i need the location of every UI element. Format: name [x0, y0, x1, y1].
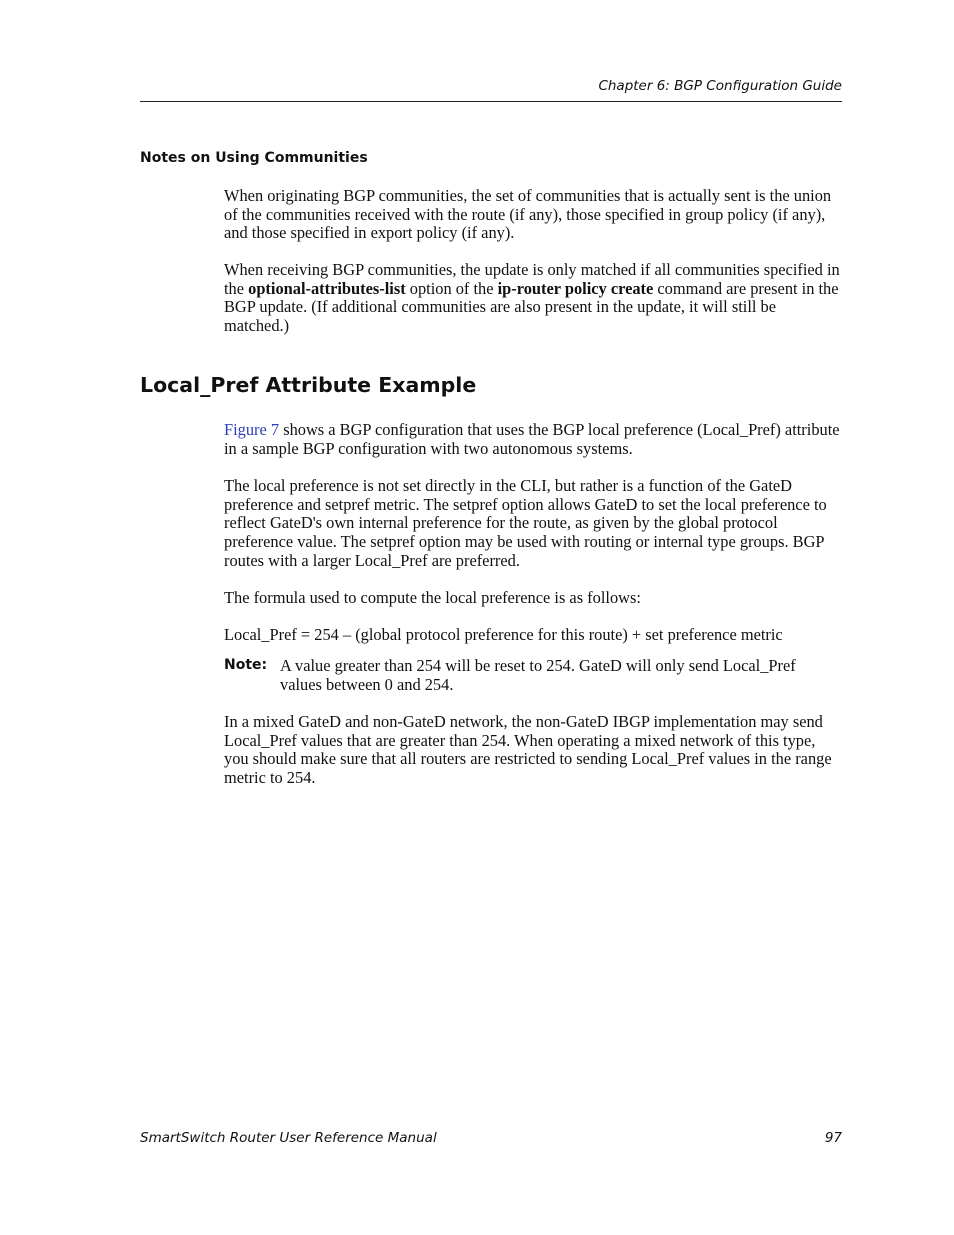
note-label: Note:	[224, 657, 268, 673]
chapter-title: Chapter 6: BGP Configuration Guide	[598, 78, 842, 94]
local-pref-paragraph-2: The local preference is not set directly in the CLI, but rather is a function of the GateD preference and setpref metric. The setpref option allows GateD to set the local preference to reflect GateD's own internal preference for the route, as given by the global protocol preference value. The setpref option may be used with routing or internal type groups. BGP routes with a larger Local_Pref are preferred.	[224, 476, 827, 570]
manual-title: SmartSwitch Router User Reference Manual	[140, 1130, 437, 1146]
notes-heading: Notes on Using Communities	[140, 150, 368, 166]
notes-paragraph-2-part3: command are present in the BGP update. (If additional communities are also present in the update, it will still be matched.)	[224, 278, 839, 336]
ip-router-policy-create-term: ip-router policy create	[497, 278, 654, 298]
notes-paragraph-2	[224, 261, 844, 336]
local-pref-paragraph-3: The formula used to compute the local preference is as follows:	[224, 588, 641, 607]
figure-7-link[interactable]: Figure 7	[224, 420, 280, 439]
local-pref-section-title: Local_Pref Attribute Example	[140, 373, 477, 397]
notes-paragraph-2-part2: option of the	[405, 278, 498, 298]
local-pref-formula: Local_Pref = 254 – (global protocol preference for this route) + set preference metric	[224, 625, 783, 644]
local-pref-paragraph-1	[224, 421, 844, 458]
local-pref-paragraph-1-rest: shows a BGP configuration that uses the BGP local preference (Local_Pref) attribute in a sample BGP configuration with two autonomous systems.	[224, 420, 840, 458]
notes-paragraph-1: When originating BGP communities, the set of communities that is actually sent is the union of the communities received with the route (if any), those specified in group policy (if any), and those specified in export policy (if any).	[224, 186, 832, 243]
local-pref-paragraph-4: In a mixed GateD and non-GateD network, the non-GateD IBGP implementation may send Local_Pref values that are greater than 254. When operating a mixed network of this type, you should make sure that all routers are restricted to sending Local_Pref values in the range metric to 254.	[224, 712, 832, 788]
note-text: A value greater than 254 will be reset to 254. GateD will only send Local_Pref values between 0 and 254.	[280, 656, 796, 694]
notes-paragraph-2-part1: When receiving BGP communities, the update is only matched if all communities specified in the	[224, 260, 840, 298]
page-footer	[140, 1130, 842, 1146]
optional-attributes-list-term: optional-attributes-list	[248, 278, 406, 298]
page-header	[140, 78, 842, 102]
page-number: 97	[824, 1130, 842, 1146]
